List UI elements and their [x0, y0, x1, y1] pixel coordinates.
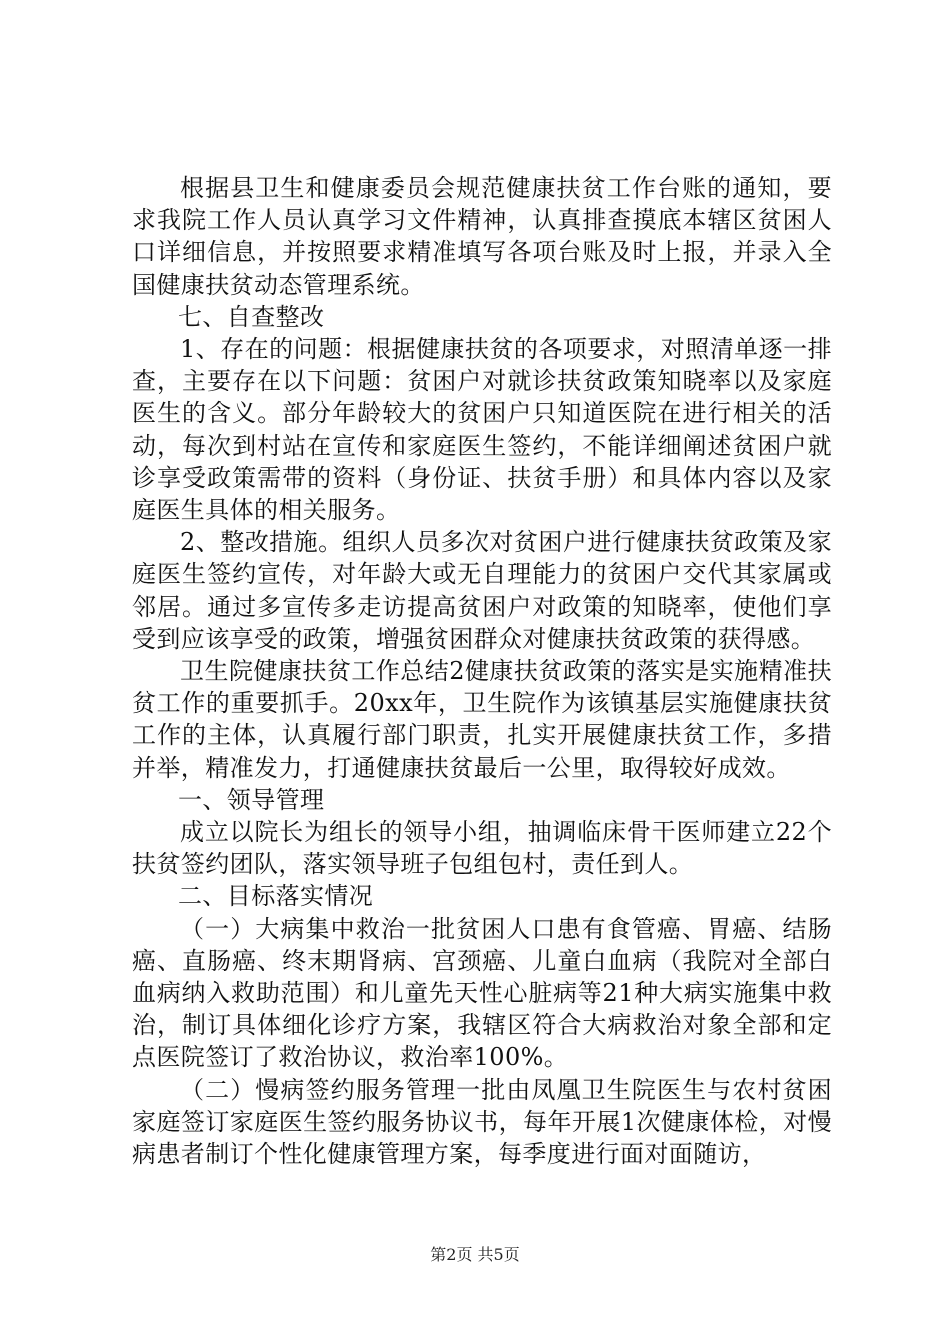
paragraph-rectification-measures: 2、整改措施。组织人员多次对贫困户进行健康扶贫政策及家庭医生签约宣传，对年龄大或无自理能力的贫困户交代其家属或邻居。通过多宣传多走访提高贫困户对政策的知晓率，使他们享受到应该享受的政策，增强贫困群众对健康扶贫政策的获得感。: [132, 528, 832, 653]
paragraph-summary-intro: 卫生院健康扶贫工作总结2健康扶贫政策的落实是实施精准扶贫工作的重要抓手。20xx年，卫生院作为该镇基层实施健康扶贫工作的主体，认真履行部门职责，扎实开展健康扶贫工作，多措并举，精准发力，打通健康扶贫最后一公里，取得较好成效。: [132, 657, 832, 782]
heading-leadership-management: 一、领导管理: [178, 785, 325, 814]
paragraph-ledger-notice: 根据县卫生和健康委员会规范健康扶贫工作台账的通知，要求我院工作人员认真学习文件精神，认真排查摸底本辖区贫困人口详细信息，并按照要求精准填写各项台账及时上报，并录入全国健康扶贫动态管理系统。: [132, 174, 832, 299]
paragraph-leadership-group: 成立以院长为组长的领导小组，抽调临床骨干医师建立22个扶贫签约团队，落实领导班子包组包村，责任到人。: [132, 818, 832, 879]
paragraph-existing-problems: 1、存在的问题：根据健康扶贫的各项要求，对照清单逐一排查，主要存在以下问题：贫困户对就诊扶贫政策知晓率以及家庭医生的含义。部分年龄较大的贫困户只知道医院在进行相关的活动，每次到村站在宣传和家庭医生签约，不能详细阐述贫困户就诊享受政策需带的资料（身份证、扶贫手册）和具体内容以及家庭医生具体的相关服务。: [132, 335, 832, 525]
page-number-footer: 第2页 共5页: [430, 1245, 520, 1264]
heading-self-inspection: 七、自查整改: [178, 302, 325, 331]
document-body: [132, 172, 832, 1170]
heading-goal-implementation: 二、目标落实情况: [178, 882, 374, 911]
paragraph-chronic-disease-management: （二）慢病签约服务管理一批由凤凰卫生院医生与农村贫困家庭签订家庭医生签约服务协议书，每年开展1次健康体检，对慢病患者制订个性化健康管理方案，每季度进行面对面随访，: [132, 1075, 832, 1169]
paragraph-major-disease-treatment: （一）大病集中救治一批贫困人口患有食管癌、胃癌、结肠癌、直肠癌、终末期肾病、宫颈癌、儿童白血病（我院对全部白血病纳入救助范围）和儿童先天性心脏病等21种大病实施集中救治，制订具体细化诊疗方案，我辖区符合大病救治对象全部和定点医院签订了救治协议，救治率100%。: [132, 914, 832, 1072]
